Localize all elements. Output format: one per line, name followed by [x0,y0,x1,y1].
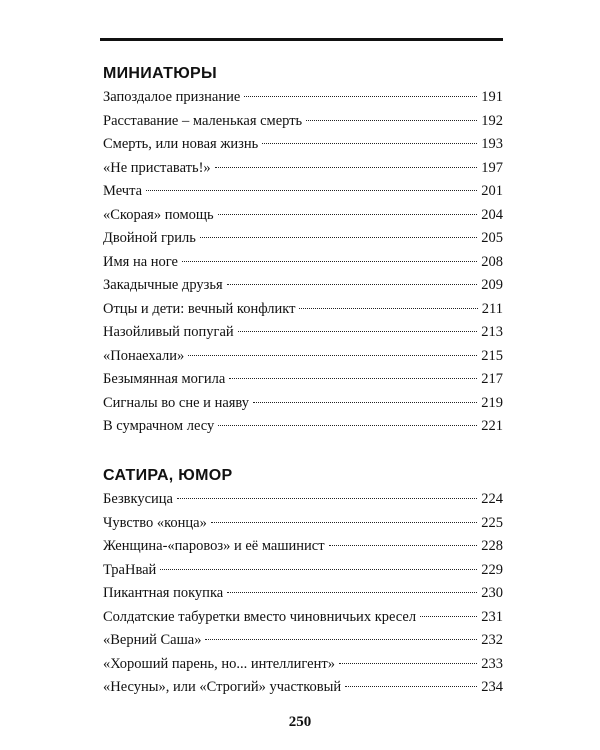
section-heading-miniatures: МИНИАТЮРЫ [103,65,217,82]
toc-entry-page: 204 [481,206,503,223]
dot-leader [227,284,478,285]
toc-entry [103,512,503,536]
toc-entry-page: 219 [481,394,503,411]
toc-entry [103,535,503,559]
toc-entry-title: «Верний Саша» [103,632,202,648]
dot-leader [211,522,477,523]
toc-entry-title: Смерть, или новая жизнь [103,136,259,152]
dot-leader [229,378,477,379]
toc-entry-title: «Скорая» помощь [103,206,214,223]
toc-entry-page: 228 [481,538,503,554]
toc-entry [103,86,503,110]
section-satire-humor [103,464,503,700]
dot-leader [329,545,478,546]
toc-entry [103,133,503,157]
dot-leader [218,214,478,215]
toc-entry-page: 234 [481,679,503,695]
toc-entry-title: Безвкусица [103,491,173,507]
toc-entry-page: 224 [481,491,503,507]
dot-leader [238,331,478,332]
toc-entry-title: Женщина-«паровоз» и её машинист [103,538,325,554]
dot-leader [339,663,477,664]
toc-list-satire-humor [103,488,503,700]
toc-entry-title: Назойливый попугай [103,324,234,340]
toc-entry [103,582,503,606]
toc-entry [103,606,503,630]
toc-entry [103,488,503,512]
toc-entry-page: 192 [481,112,503,129]
dot-leader [262,143,477,144]
toc-entry-page: 230 [481,585,503,601]
toc-entry-page: 209 [481,277,503,293]
toc-entry [103,180,503,204]
toc-entry-title: В сумрачном лесу [103,418,215,434]
dot-leader [160,569,477,570]
toc-entry [103,368,503,392]
toc-entry-title: «Несуны», или «Строгий» участковый [103,679,342,695]
toc-entry [103,345,503,369]
toc-entry [103,274,503,298]
toc-entry-page: 208 [481,253,503,270]
toc-entry-page: 201 [481,183,503,199]
toc-entry [103,298,503,322]
toc-entry-page: 233 [481,655,503,672]
toc-entry-title: ТраНвай [103,561,157,578]
toc-entry-title: Пикантная покупка [103,585,224,601]
dot-leader [345,686,477,687]
toc-entry-page: 229 [481,561,503,578]
toc-entry [103,559,503,583]
toc-entry-page: 232 [481,632,503,648]
dot-leader [205,639,477,640]
toc-entry [103,251,503,275]
page-number: 250 [288,714,312,730]
toc-entry [103,204,503,228]
toc-entry-title: «Хороший парень, но... интеллигент» [103,655,335,672]
toc-entry-page: 217 [481,371,503,387]
section-heading-satire-humor: САТИРА, ЮМОР [103,467,233,484]
dot-leader [188,355,477,356]
dot-leader [215,167,478,168]
dot-leader [182,261,477,262]
toc-entry-page: 231 [481,608,503,625]
toc-entry-title: Чувство «конца» [103,514,207,531]
toc-list-miniatures [103,86,503,439]
toc-entry [103,653,503,677]
toc-entry-page: 211 [481,300,503,317]
toc-entry-title: Закадычные друзья [103,277,223,293]
dot-leader [244,96,477,97]
toc-entry-title: Расставание – маленькая смерть [103,112,303,129]
toc-entry-title: Отцы и дети: вечный конфликт [103,300,296,317]
toc-entry [103,227,503,251]
toc-entry [103,321,503,345]
dot-leader [253,402,477,403]
toc-entry-page: 215 [481,347,503,364]
dot-leader [306,120,477,121]
toc-entry [103,157,503,181]
toc-entry-title: Солдатские табуретки вместо чиновничьих кресел [103,608,417,625]
dot-leader [218,425,477,426]
toc-entry-page: 221 [481,418,503,434]
toc-entry-title: Двойной гриль [103,230,196,246]
toc-entry-title: Мечта [103,183,143,199]
dot-leader [200,237,477,238]
top-rule [100,38,503,41]
toc-entry [103,415,503,439]
toc-entry-page: 197 [481,159,503,176]
dot-leader [146,190,477,191]
toc-entry-title: Имя на ноге [103,253,178,270]
toc-entry-page: 213 [481,324,503,340]
dot-leader [227,592,477,593]
toc-entry-page: 225 [481,514,503,531]
dot-leader [177,498,477,499]
toc-entry [103,110,503,134]
dot-leader [299,308,477,309]
toc-entry-page: 205 [481,230,503,246]
toc-entry [103,629,503,653]
toc-entry [103,392,503,416]
toc-entry-title: Запоздалое признание [103,89,241,105]
toc-entry-title: «Не приставать!» [103,159,211,176]
toc-entry-page: 193 [481,136,503,152]
toc-entry-title: Сигналы во сне и наяву [103,394,250,411]
section-miniatures [103,62,503,439]
toc-entry-title: Безымянная могила [103,371,226,387]
dot-leader [420,616,477,617]
toc-entry-page: 191 [481,89,503,105]
toc-entry [103,676,503,700]
toc-entry-title: «Понаехали» [103,347,185,364]
